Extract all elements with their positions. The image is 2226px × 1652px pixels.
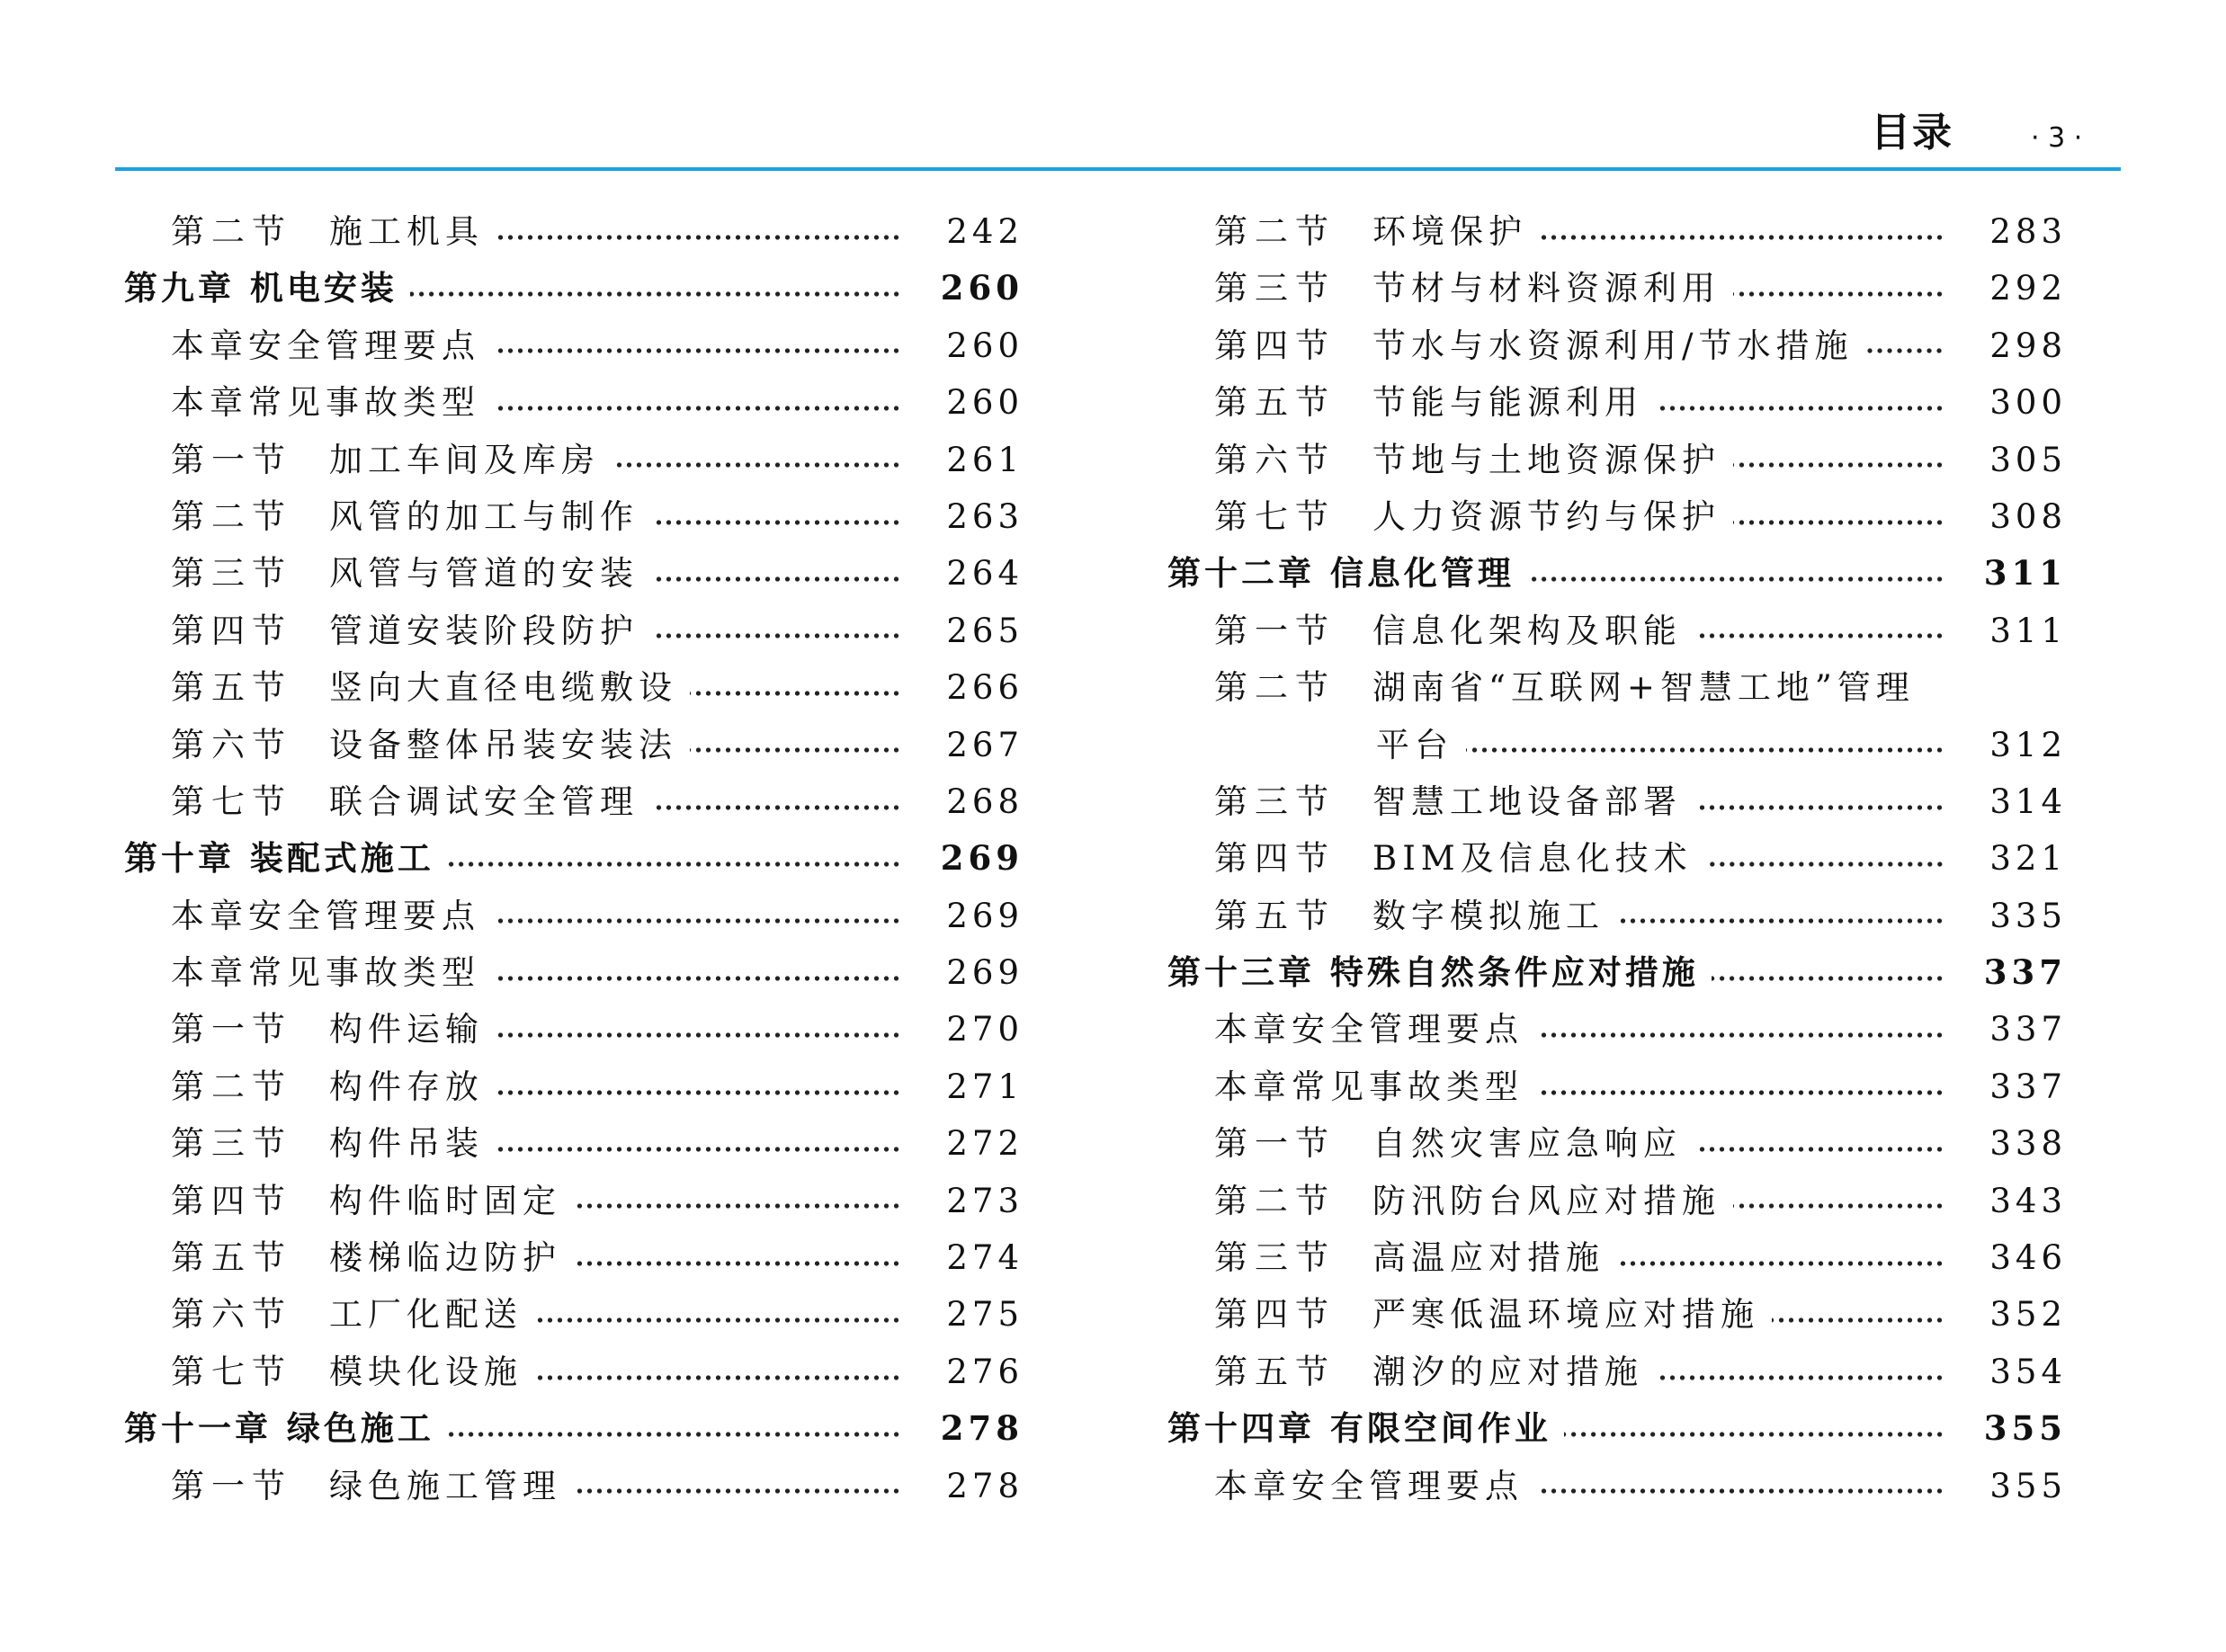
dot-leader (1536, 1029, 1944, 1041)
page-ref: 337 (1989, 1010, 2067, 1049)
toc-entry[interactable] (1167, 1229, 2067, 1286)
page-ref: 311 (1983, 553, 2067, 594)
section-number: 第二节 (171, 212, 292, 251)
section-number: 第七节 (171, 1352, 292, 1391)
page-ref: 321 (1989, 839, 2067, 879)
page-ref: 355 (1989, 1466, 2067, 1505)
section-number: 第四节 (171, 1181, 292, 1220)
dot-leader (651, 801, 901, 814)
section-number: 第三节 (171, 1124, 292, 1164)
section-number: 第三节 (1214, 1238, 1336, 1278)
dot-leader (612, 459, 901, 471)
toc-entry[interactable] (124, 773, 1024, 830)
section-number: 第一节 (171, 1010, 292, 1049)
toc-entry[interactable] (1167, 1458, 2067, 1514)
toc-entry[interactable] (1167, 1344, 2067, 1400)
header-rule (115, 167, 2121, 171)
section-number: 第四节 (1214, 326, 1336, 365)
entry-title: 本章安全管理要点 (171, 896, 480, 935)
dot-leader (1617, 915, 1944, 927)
entry-title: 数字模拟施工 (1372, 896, 1605, 935)
toc-entry[interactable] (124, 717, 1024, 773)
page-ref: 260 (946, 326, 1024, 365)
page-ref: 268 (946, 781, 1024, 821)
toc-entry[interactable] (1167, 773, 2067, 830)
page-number: · 3 · (2031, 122, 2083, 154)
page-ref: 264 (946, 554, 1024, 594)
dot-leader (574, 1485, 901, 1497)
page-ref: 261 (946, 440, 1024, 479)
toc-entry[interactable] (124, 944, 1024, 1001)
entry-title: 智慧工地设备部署 (1372, 781, 1682, 821)
dot-leader (1527, 573, 1944, 585)
section-number: 第四节 (171, 611, 292, 650)
section-number: 第四节 (1214, 1295, 1336, 1335)
toc-entry[interactable] (124, 488, 1024, 545)
dot-leader (410, 288, 901, 300)
page-ref: 242 (946, 212, 1024, 251)
section-number: 第一节 (1214, 1124, 1336, 1164)
dot-leader (690, 687, 901, 700)
dot-leader (690, 744, 901, 756)
dot-leader (447, 1428, 901, 1441)
page-ref: 273 (946, 1181, 1024, 1220)
toc-entry[interactable] (124, 203, 1024, 260)
page-ref: 314 (1989, 781, 2067, 821)
page-ref: 270 (946, 1010, 1024, 1049)
toc-entry[interactable] (124, 1458, 1024, 1514)
dot-leader (651, 573, 901, 585)
dot-leader (1564, 1428, 1944, 1441)
page-ref: 335 (1989, 896, 2067, 935)
page-ref: 278 (940, 1408, 1024, 1449)
page-ref: 272 (946, 1124, 1024, 1164)
dot-leader (493, 972, 901, 985)
entry-title: 节能与能源利用 (1372, 383, 1643, 423)
section-number: 第二节 (1214, 1181, 1336, 1220)
entry-title: 本章常见事故类型 (171, 383, 480, 423)
dot-leader (1694, 801, 1944, 814)
toc-chapter[interactable] (1167, 944, 2067, 1001)
dot-leader (1772, 1314, 1944, 1326)
toc-entry[interactable] (1167, 317, 2067, 374)
page-ref: 266 (946, 668, 1024, 708)
page-ref: 260 (946, 383, 1024, 423)
section-number: 第四节 (1214, 839, 1336, 879)
dot-leader (1617, 1257, 1944, 1270)
toc-entry[interactable] (1167, 603, 2067, 659)
entry-title: 联合调试安全管理 (329, 781, 639, 821)
toc-entry[interactable] (1167, 260, 2067, 317)
toc-entry[interactable] (1167, 488, 2067, 545)
page-ref: 300 (1989, 383, 2067, 423)
toc-entry[interactable] (1167, 432, 2067, 488)
toc-entry[interactable] (1167, 830, 2067, 887)
entry-title: 信息化架构及职能 (1372, 611, 1682, 650)
page-ref: 311 (1989, 611, 2067, 650)
entry-title: 严寒低温环境应对措施 (1372, 1295, 1759, 1335)
section-number: 第二节 (171, 1067, 292, 1106)
toc-entry[interactable] (1167, 1115, 2067, 1172)
toc-chapter[interactable] (124, 830, 1024, 887)
page-ref: 355 (1983, 1408, 2067, 1449)
dot-leader (1733, 288, 1944, 300)
toc-entry[interactable] (124, 1058, 1024, 1115)
toc-chapter[interactable] (1167, 1400, 2067, 1457)
section-number: 第七节 (1214, 496, 1336, 536)
entry-title: 绿色施工管理 (329, 1466, 561, 1505)
entry-title: 防汛防台风应对措施 (1372, 1181, 1721, 1220)
toc-entry[interactable] (1167, 203, 2067, 260)
entry-title: 施工机具 (329, 212, 484, 251)
page-ref: 274 (946, 1238, 1024, 1278)
section-number: 第二节 (1214, 212, 1336, 251)
entry-title: 构件吊装 (329, 1124, 484, 1164)
entry-title: 自然灾害应急响应 (1372, 1124, 1682, 1164)
dot-leader (1540, 231, 1944, 244)
section-number: 第二节 (1214, 668, 1336, 708)
chapter-title: 第十一章 绿色施工 (124, 1409, 434, 1449)
section-number: 第五节 (1214, 383, 1336, 423)
entry-title: 本章安全管理要点 (171, 326, 480, 365)
dot-leader (1712, 972, 1944, 985)
page-ref: 338 (1989, 1124, 2067, 1164)
page-ref: 337 (1983, 952, 2067, 993)
page-ref: 343 (1989, 1181, 2067, 1220)
entry-title: 潮汐的应对措施 (1372, 1352, 1643, 1391)
entry-title: 本章常见事故类型 (1214, 1067, 1524, 1106)
entry-title: 构件临时固定 (329, 1181, 561, 1220)
entry-title: 节水与水资源利用/节水措施 (1372, 326, 1854, 365)
entry-title: 工厂化配送 (329, 1295, 523, 1335)
section-number: 第五节 (1214, 896, 1336, 935)
page-ref: 283 (1989, 212, 2067, 251)
entry-title: 风管与管道的安装 (329, 554, 639, 594)
dot-leader (651, 516, 901, 529)
toc-entry[interactable] (124, 1115, 1024, 1172)
page-ref: 278 (946, 1466, 1024, 1505)
page-title: 目录 (1871, 110, 1953, 156)
section-number: 第三节 (171, 554, 292, 594)
toc-right-column (1167, 203, 2067, 1514)
entry-title: 设备整体吊装安装法 (329, 725, 677, 764)
entry-title: 平台 (1376, 725, 1453, 764)
toc-entry[interactable] (1167, 1286, 2067, 1343)
toc-entry[interactable] (124, 374, 1024, 431)
section-number: 第七节 (171, 781, 292, 821)
page-ref: 308 (1989, 496, 2067, 536)
section-number: 第一节 (1214, 611, 1336, 650)
page-ref: 267 (946, 725, 1024, 764)
page-ref: 263 (946, 496, 1024, 536)
chapter-title: 第十四章 有限空间作业 (1167, 1409, 1551, 1449)
entry-title: 构件存放 (329, 1067, 484, 1106)
toc-chapter[interactable] (124, 1400, 1024, 1457)
chapter-title: 第十二章 信息化管理 (1167, 554, 1515, 594)
section-number: 第一节 (171, 1466, 292, 1505)
toc-entry[interactable] (124, 888, 1024, 944)
entry-title: BIM及信息化技术 (1372, 839, 1693, 879)
section-number: 第五节 (171, 1238, 292, 1278)
page-ref: 275 (946, 1295, 1024, 1335)
toc-entry[interactable] (124, 1173, 1024, 1229)
toc-entry[interactable] (124, 317, 1024, 374)
section-number: 第二节 (171, 496, 292, 536)
dot-leader (1733, 1200, 1944, 1212)
toc-entry[interactable] (124, 603, 1024, 659)
page-ref: 276 (946, 1352, 1024, 1391)
dot-leader (535, 1314, 901, 1326)
toc-entry[interactable] (124, 659, 1024, 716)
dot-leader (496, 1029, 901, 1041)
dot-leader (496, 231, 901, 244)
toc-entry[interactable] (124, 1001, 1024, 1058)
toc-chapter[interactable] (1167, 545, 2067, 602)
toc-entry[interactable] (1167, 374, 2067, 431)
dot-leader (1733, 459, 1944, 471)
dot-leader (535, 1371, 901, 1384)
page-ref: 346 (1989, 1238, 2067, 1278)
page-ref: 271 (946, 1067, 1024, 1106)
section-number: 第六节 (1214, 440, 1336, 479)
dot-leader (1694, 1143, 1944, 1156)
entry-title: 构件运输 (329, 1010, 484, 1049)
entry-title: 人力资源节约与保护 (1372, 496, 1721, 536)
section-number: 第一节 (171, 440, 292, 479)
toc-entry[interactable] (1167, 659, 2067, 716)
section-number: 第五节 (171, 668, 292, 708)
entry-title: 管道安装阶段防护 (329, 611, 639, 650)
dot-leader (496, 1086, 901, 1099)
page-ref: 260 (940, 268, 1024, 308)
entry-title: 竖向大直径电缆敷设 (329, 668, 677, 708)
dot-leader (1694, 630, 1944, 642)
entry-title: 节材与材料资源利用 (1372, 269, 1721, 308)
page-ref: 337 (1989, 1067, 2067, 1106)
dot-leader (574, 1257, 901, 1270)
dot-leader (1466, 744, 1944, 756)
toc-entry[interactable] (1167, 888, 2067, 944)
page-ref: 298 (1989, 326, 2067, 365)
entry-title: 加工车间及库房 (329, 440, 600, 479)
toc-chapter[interactable] (124, 260, 1024, 317)
page-ref: 312 (1989, 725, 2067, 764)
toc-entry[interactable] (1167, 1001, 2067, 1058)
toc-entry[interactable] (124, 1344, 1024, 1400)
entry-title: 本章安全管理要点 (1214, 1466, 1524, 1505)
entry-title: 环境保护 (1372, 212, 1527, 251)
dot-leader (1865, 344, 1944, 357)
dot-leader (574, 1200, 901, 1212)
page-ref: 292 (1989, 269, 2067, 308)
dot-leader (1656, 402, 1944, 415)
page-ref: 352 (1989, 1295, 2067, 1335)
dot-leader (1536, 1485, 1944, 1497)
entry-title: 楼梯临边防护 (329, 1238, 561, 1278)
chapter-title: 第十章 装配式施工 (124, 839, 434, 879)
page-ref: 269 (946, 896, 1024, 935)
chapter-title: 第十三章 特殊自然条件应对措施 (1167, 953, 1699, 993)
entry-title: 湖南省“互联网+智慧工地”管理 (1372, 668, 1915, 708)
entry-title: 风管的加工与制作 (329, 496, 639, 536)
page-ref: 269 (946, 953, 1024, 993)
dot-leader (493, 344, 901, 357)
toc-entry[interactable] (1167, 1173, 2067, 1229)
dot-leader (493, 915, 901, 927)
toc-entry[interactable] (1167, 1058, 2067, 1115)
chapter-title: 第九章 机电安装 (124, 269, 398, 308)
toc-entry-continuation[interactable] (1167, 717, 2067, 773)
section-number: 第三节 (1214, 781, 1336, 821)
toc-entry[interactable] (124, 1229, 1024, 1286)
section-number: 第六节 (171, 1295, 292, 1335)
section-number: 第六节 (171, 725, 292, 764)
section-number: 第三节 (1214, 269, 1336, 308)
dot-leader (1656, 1371, 1944, 1384)
section-number: 第五节 (1214, 1352, 1336, 1391)
page-ref: 305 (1989, 440, 2067, 479)
toc-entry[interactable] (124, 545, 1024, 602)
entry-title: 高温应对措施 (1372, 1238, 1605, 1278)
dot-leader (493, 402, 901, 415)
dot-leader (447, 858, 901, 871)
page-ref: 265 (946, 611, 1024, 650)
dot-leader (496, 1143, 901, 1156)
toc-left-column (124, 203, 1024, 1514)
toc-entry[interactable] (124, 1286, 1024, 1343)
entry-title: 模块化设施 (329, 1352, 523, 1391)
dot-leader (1705, 858, 1944, 871)
page-ref: 354 (1989, 1352, 2067, 1391)
page-ref: 269 (940, 838, 1024, 879)
dot-leader (651, 630, 901, 642)
toc-entry[interactable] (124, 432, 1024, 488)
entry-title: 本章常见事故类型 (171, 953, 480, 993)
entry-title: 节地与土地资源保护 (1372, 440, 1721, 479)
entry-title: 本章安全管理要点 (1214, 1010, 1524, 1049)
dot-leader (1536, 1086, 1944, 1099)
dot-leader (1733, 516, 1944, 529)
